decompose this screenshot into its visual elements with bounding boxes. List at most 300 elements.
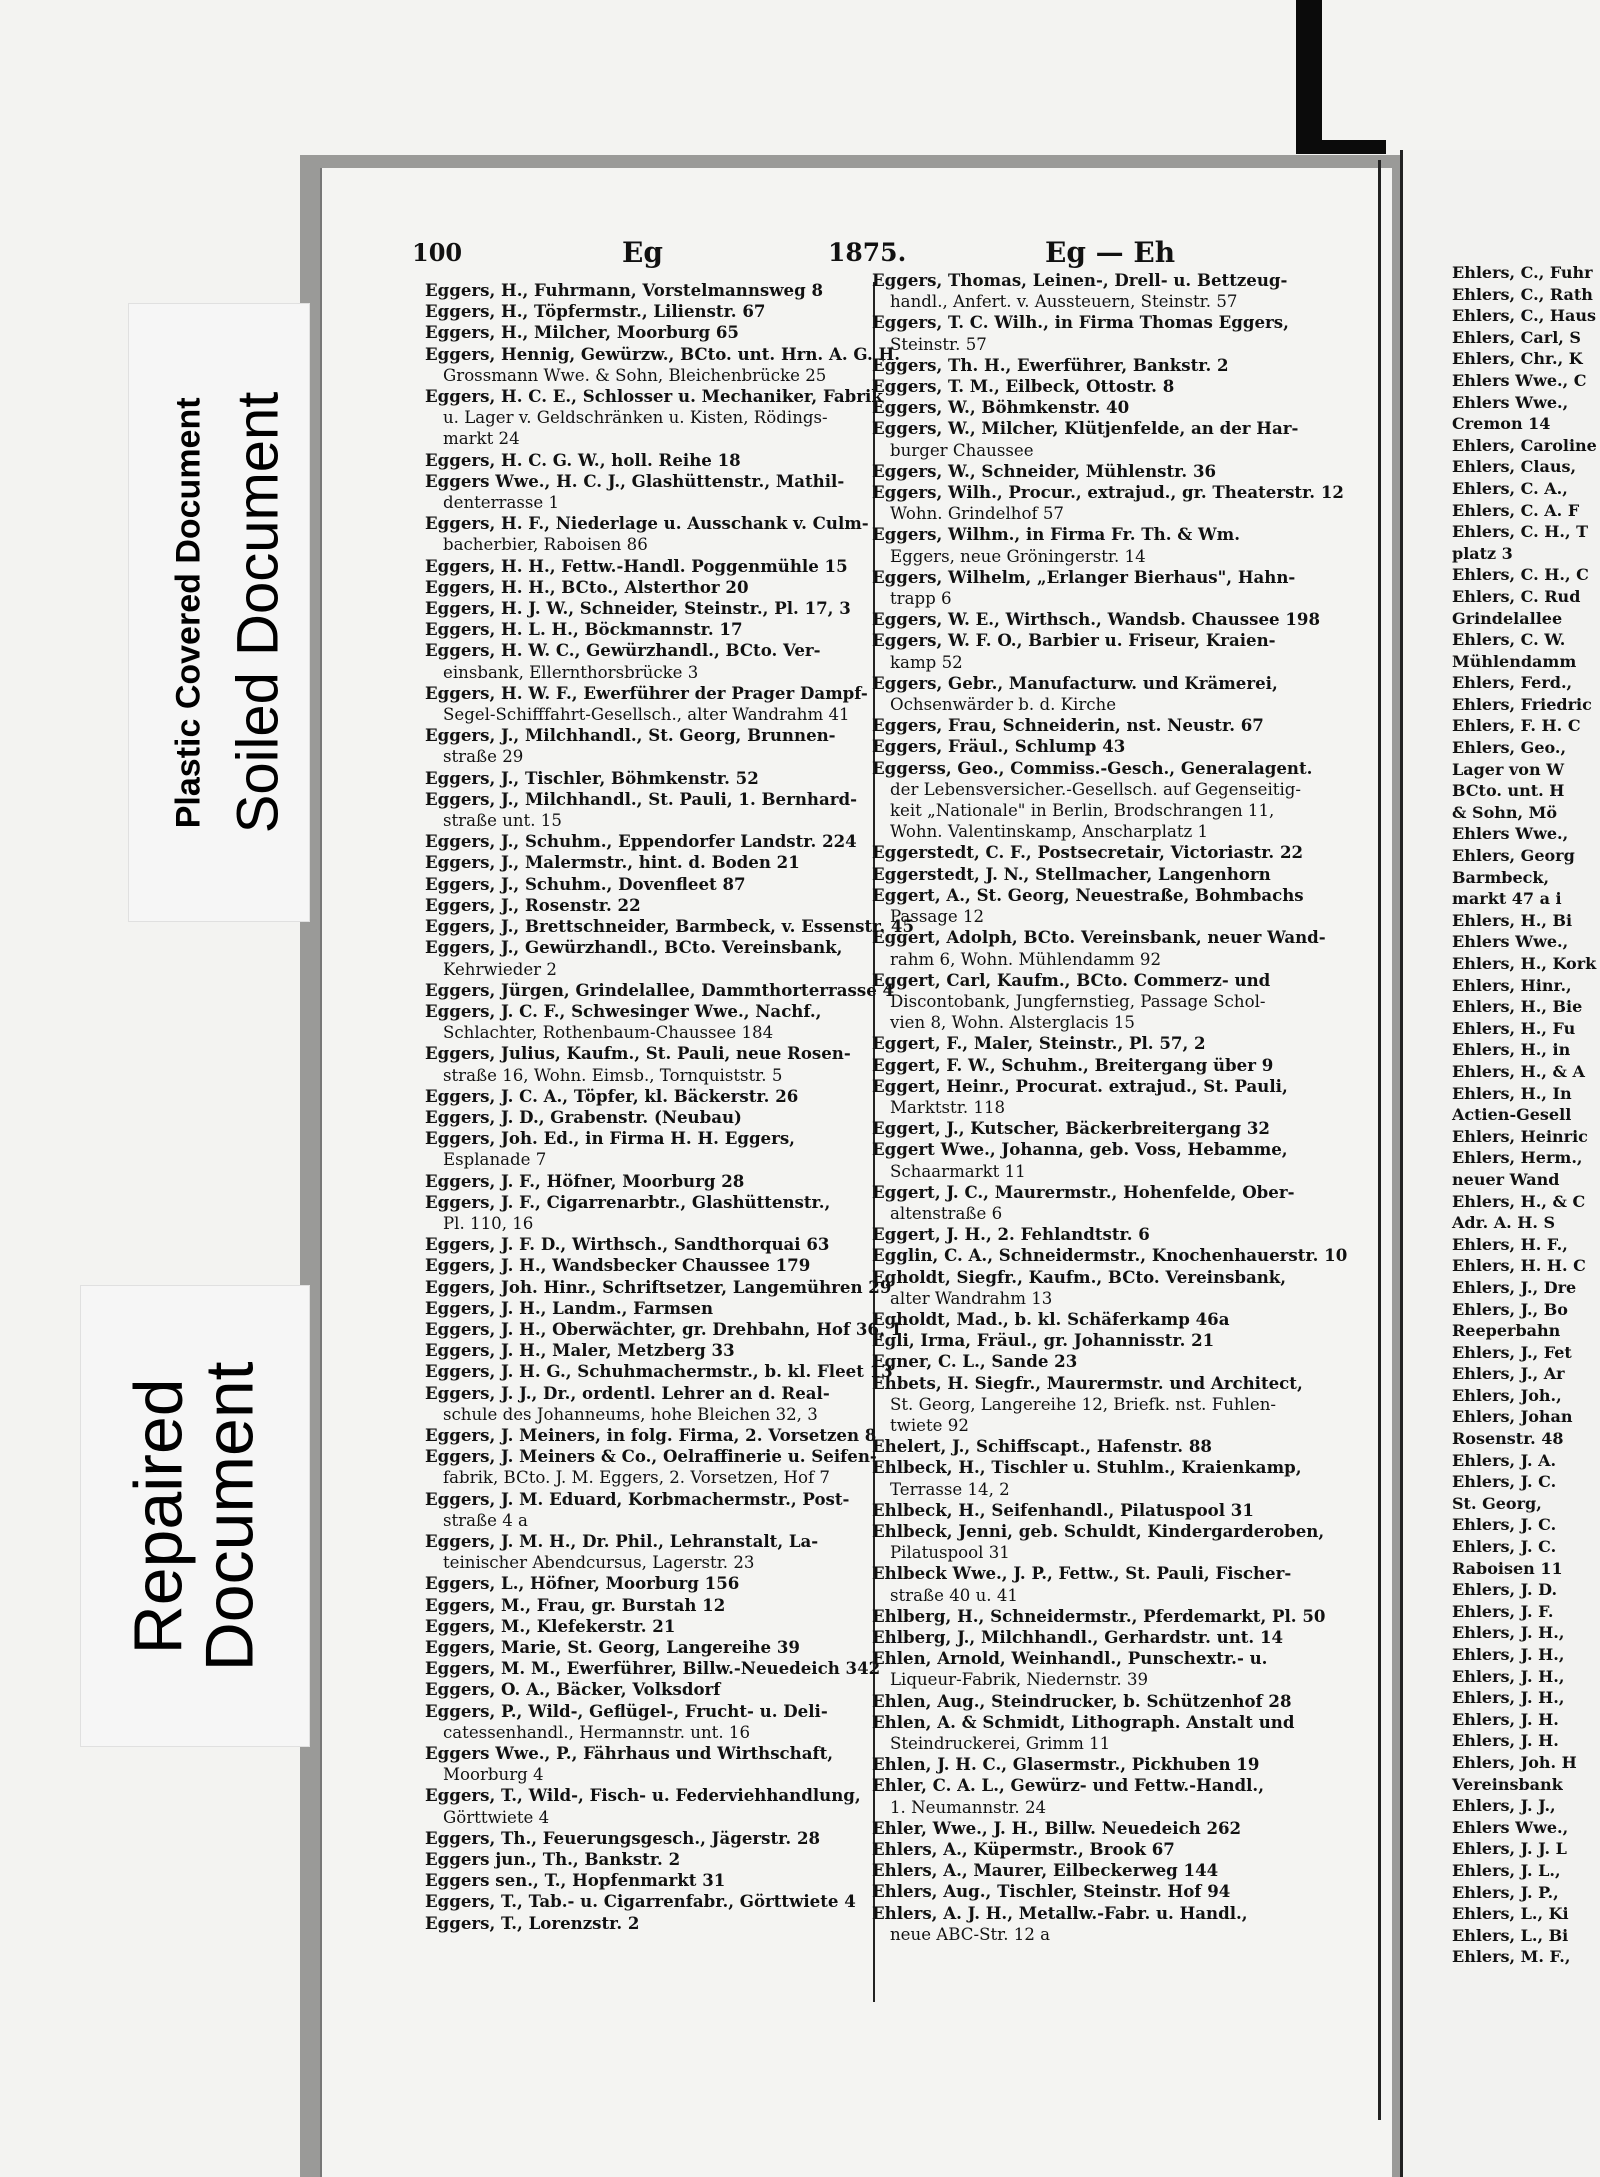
repaired-label-line2: Document — [192, 1361, 269, 1671]
entry-line: Egli, Irma, Fräul., gr. Johannisstr. 21 — [872, 1330, 1215, 1351]
directory-entry — [872, 1139, 1347, 1181]
entry-line: Eggers, J. H., Wandsbecker Chaussee 179 — [425, 1255, 811, 1276]
entry-line: Ehlers, Herm., — [1452, 1148, 1583, 1168]
directory-entry — [1452, 564, 1597, 586]
entry-continuation-line: burger Chaussee — [890, 440, 1034, 460]
directory-entry — [425, 1891, 914, 1912]
entry-line: & Sohn, Mö — [1452, 802, 1558, 822]
entry-continuation-line: straße unt. 15 — [443, 811, 562, 831]
entry-line: Ehlers, J. H. — [1452, 1709, 1559, 1729]
directory-entry — [1452, 1104, 1597, 1126]
directory-entry — [1452, 888, 1597, 910]
entry-line: Eggers, Joh. Ed., in Firma H. H. Eggers, — [425, 1128, 795, 1149]
directory-entry — [1452, 1838, 1597, 1860]
directory-entry — [872, 1055, 1347, 1076]
entry-line: Eggers, Wilh., Procur., extrajud., gr. Theaterstr. 12 — [872, 482, 1344, 503]
directory-entry — [1452, 1385, 1597, 1407]
directory-entry — [1452, 1320, 1597, 1342]
entry-line: Eggers, W., Schneider, Mühlenstr. 36 — [872, 460, 1217, 481]
entry-line: Eggers, J., Gewürzhandl., BCto. Vereinsbank, — [425, 937, 843, 958]
entry-line: Ehbets, H. Siegfr., Maurermstr. und Architect, — [872, 1372, 1303, 1393]
entry-line: Ehlers Wwe., — [1452, 824, 1569, 844]
directory-entry — [1452, 1126, 1597, 1148]
entry-line: Eggers, T., Tab.- u. Cigarrenfabr., Görttwiete 4 — [425, 1891, 856, 1912]
entry-line: Ehlberg, J., Milchhandl., Gerhardstr. unt. 14 — [872, 1627, 1284, 1647]
directory-entry — [1452, 996, 1597, 1018]
entry-line: Ehlberg, H., Schneidermstr., Pferdemarkt, Pl. 50 — [872, 1605, 1326, 1626]
entry-line: Eggers, Thomas, Leinen-, Drell- u. Bettzeug- — [872, 270, 1288, 290]
directory-entry — [425, 1319, 914, 1340]
directory-entry — [425, 1425, 914, 1446]
entry-line: Ehlers, J. P., — [1452, 1882, 1559, 1902]
entry-line: Eggert, J. C., Maurermstr., Hohenfelde, Ober- — [872, 1181, 1295, 1202]
directory-entry — [1452, 1666, 1597, 1688]
directory-entry — [1452, 413, 1597, 435]
directory-entry — [872, 1182, 1347, 1224]
entry-line: Eggerstedt, C. F., Postsecretair, Victoriastr. 22 — [872, 842, 1304, 863]
entry-line: Ehlers Wwe., C — [1452, 370, 1587, 390]
directory-entry — [872, 567, 1347, 609]
entry-line: Reeperbahn — [1452, 1321, 1561, 1341]
directory-entry — [872, 885, 1347, 927]
entry-line: Eggers, W., Böhmkenstr. 40 — [872, 397, 1130, 418]
entry-line: Eggerss, Geo., Commiss.-Gesch., Generalagent. — [872, 757, 1313, 778]
entry-line: Eggers, Th., Feuerungsgesch., Jägerstr. 28 — [425, 1827, 821, 1848]
directory-entry — [872, 736, 1347, 757]
directory-entry — [1452, 953, 1597, 975]
entry-continuation-line: rahm 6, Wohn. Mühlendamm 92 — [890, 949, 1162, 969]
directory-entry — [425, 980, 914, 1001]
entry-line: Eggers, H., Töpfermstr., Lilienstr. 67 — [425, 301, 766, 322]
entry-line: Eggers, T. M., Eilbeck, Ottostr. 8 — [872, 376, 1175, 397]
entry-line: Ehlbeck Wwe., J. P., Fettw., St. Pauli, Fischer- — [872, 1563, 1292, 1584]
column-rule-right — [1378, 160, 1381, 2120]
directory-entry — [872, 1076, 1347, 1118]
entry-line: Ehlers, J. J. L — [1452, 1839, 1567, 1859]
directory-entry — [1452, 737, 1597, 759]
entry-continuation-line: Esplanade 7 — [443, 1150, 547, 1170]
directory-entry — [425, 1573, 914, 1594]
entry-line: Ehlers, J. C. — [1452, 1515, 1557, 1535]
entry-line: Ehlers, J., Fet — [1452, 1342, 1572, 1362]
directory-entry — [872, 376, 1347, 397]
repaired-label — [80, 1285, 310, 1747]
directory-entry — [1452, 1039, 1597, 1061]
directory-entry — [1452, 1169, 1597, 1191]
entry-continuation-line: Grossmann Wwe. & Sohn, Bleichenbrücke 25 — [443, 365, 827, 385]
directory-entry — [1452, 651, 1597, 673]
entry-line: Eggert, Adolph, BCto. Vereinsbank, neuer Wand- — [872, 927, 1326, 948]
entry-line: Eggers, H., Fuhrmann, Vorstelmannsweg 8 — [425, 280, 823, 300]
entry-line: Eggers, L., Höfner, Moorburg 156 — [425, 1573, 740, 1594]
entry-line: Ehlers, Heinric — [1452, 1126, 1588, 1146]
plastic-soiled-label — [128, 303, 310, 922]
entry-line: Eggers Wwe., P., Fährhaus und Wirthschaft, — [425, 1743, 834, 1764]
directory-entry — [425, 513, 914, 555]
directory-entry — [1452, 1536, 1597, 1558]
entry-line: Eggers, J., Schuhm., Eppendorfer Landstr. 224 — [425, 831, 857, 852]
entry-line: Rosenstr. 48 — [1452, 1429, 1564, 1449]
directory-entry — [872, 758, 1347, 843]
directory-entry — [1452, 1860, 1597, 1882]
directory-entry — [872, 355, 1347, 376]
entry-line: Egholdt, Siegfr., Kaufm., BCto. Vereinsbank, — [872, 1266, 1287, 1287]
directory-entry — [1452, 1925, 1597, 1947]
entry-continuation-line: Eggers, neue Gröningerstr. 14 — [890, 546, 1146, 566]
entry-line: Eggert, F. W., Schuhm., Breitergang über 9 — [872, 1054, 1274, 1075]
directory-entry — [425, 1637, 914, 1658]
directory-entry — [1452, 759, 1597, 781]
entry-line: Ehlers, Joh., — [1452, 1385, 1562, 1405]
entry-line: Eggers, J., Schuhm., Dovenfleet 87 — [425, 873, 746, 894]
directory-entry — [425, 1298, 914, 1319]
directory-entry — [872, 1712, 1347, 1754]
entry-line: Eggers, H. H., BCto., Alsterthor 20 — [425, 576, 749, 597]
directory-entry — [872, 609, 1347, 630]
directory-entry — [425, 471, 914, 513]
directory-entry — [1452, 1363, 1597, 1385]
directory-entry — [872, 927, 1347, 969]
directory-entry — [425, 1340, 914, 1361]
entry-line: Ehlers, Claus, — [1452, 457, 1577, 477]
entry-continuation-line: straße 29 — [443, 747, 524, 767]
directory-entry — [1452, 1795, 1597, 1817]
entry-line: Ehlers, Aug., Tischler, Steinstr. Hof 94 — [872, 1881, 1231, 1902]
directory-entry — [425, 789, 914, 831]
directory-entry — [1452, 910, 1597, 932]
directory-entry — [1452, 1428, 1597, 1450]
entry-line: Ehelert, J., Schiffscapt., Hafenstr. 88 — [872, 1436, 1212, 1457]
directory-entry — [872, 1754, 1347, 1775]
directory-entry — [1452, 1514, 1597, 1536]
directory-entry — [1452, 456, 1597, 478]
directory-entry — [1452, 1191, 1597, 1213]
entry-line: Ehlers, J. C. — [1452, 1537, 1557, 1557]
directory-entry — [425, 1192, 914, 1234]
entry-line: Eggers, M., Frau, gr. Burstah 12 — [425, 1594, 726, 1615]
directory-entry — [1452, 1147, 1597, 1169]
entry-continuation-line: bacherbier, Raboisen 86 — [443, 535, 648, 555]
directory-entry — [1452, 1342, 1597, 1364]
entry-continuation-line: 1. Neumannstr. 24 — [890, 1797, 1047, 1817]
directory-entry — [1452, 1083, 1597, 1105]
entry-line: Ehlers, C., Rath — [1452, 284, 1593, 304]
entry-line: Ehler, C. A. L., Gewürz- und Fettw.-Handl., — [872, 1775, 1264, 1796]
directory-entry — [425, 1531, 914, 1573]
directory-entry — [1452, 543, 1597, 565]
entry-line: Eggert, A., St. Georg, Neuestraße, Bohmbachs — [872, 884, 1304, 905]
directory-entry — [425, 916, 914, 937]
directory-entry — [1452, 1946, 1597, 1968]
entry-line: Eggers, M. M., Ewerführer, Billw.-Neuedeich 342 — [425, 1658, 881, 1679]
entry-line: Ehlers, H., in — [1452, 1040, 1571, 1060]
directory-entry — [1452, 1644, 1597, 1666]
directory-entry — [872, 1351, 1347, 1372]
repaired-label-line1: Repaired — [120, 1378, 197, 1654]
directory-entry — [1452, 1579, 1597, 1601]
directory-entry — [1452, 1493, 1597, 1515]
binder-clip-top — [1296, 0, 1322, 150]
binder-clip-top-tab — [1296, 140, 1386, 154]
entry-line: Ehlers, H. F., — [1452, 1234, 1568, 1254]
directory-entry — [872, 630, 1347, 672]
entry-continuation-line: Liqueur-Fabrik, Niedernstr. 39 — [890, 1670, 1149, 1690]
entry-line: Egholdt, Mad., b. kl. Schäferkamp 46a — [872, 1308, 1230, 1329]
entry-continuation-line: denterrasse 1 — [443, 493, 560, 513]
entry-continuation-line: u. Lager v. Geldschränken u. Kisten, Rödings- — [443, 408, 828, 428]
directory-entry — [1452, 867, 1597, 889]
entry-line: Eggers, Fräul., Schlump 43 — [872, 736, 1126, 757]
entry-line: Ehlers, C., Haus — [1452, 306, 1596, 326]
entry-line: Eggers, Th. H., Ewerführer, Bankstr. 2 — [872, 354, 1229, 375]
directory-entry — [872, 1245, 1347, 1266]
entry-line: Eggers, O. A., Bäcker, Volksdorf — [425, 1679, 721, 1700]
entry-continuation-line: straße 4 a — [443, 1510, 528, 1530]
directory-entry — [425, 725, 914, 767]
directory-entry — [1452, 1774, 1597, 1796]
directory-entry — [425, 852, 914, 873]
directory-entry — [872, 418, 1347, 460]
entry-line: Ehlen, J. H. C., Glasermstr., Pickhuben 19 — [872, 1754, 1260, 1775]
directory-entry — [1452, 521, 1597, 543]
entry-line: Eggers, J. F., Höfner, Moorburg 28 — [425, 1170, 745, 1191]
directory-entry — [425, 1785, 914, 1827]
directory-entry — [1452, 1277, 1597, 1299]
directory-entry — [1452, 392, 1597, 414]
directory-entry — [1452, 1061, 1597, 1083]
entry-line: Eggers jun., Th., Bankstr. 2 — [425, 1849, 681, 1870]
directory-entry — [872, 1903, 1347, 1945]
directory-entry — [1452, 586, 1597, 608]
directory-column-left — [425, 280, 914, 1934]
directory-entry — [872, 1563, 1347, 1605]
entry-line: Eggers, J. M. Eduard, Korbmachermstr., Post- — [425, 1488, 850, 1509]
entry-line: BCto. unt. H — [1452, 781, 1565, 801]
entry-line: Ehlers, J. J., — [1452, 1796, 1556, 1816]
entry-continuation-line: Wohn. Valentinskamp, Anscharplatz 1 — [890, 822, 1209, 842]
entry-line: Eggers, Frau, Schneiderin, nst. Neustr. 67 — [872, 715, 1264, 736]
entry-line: Ehlers, Carl, S — [1452, 327, 1581, 347]
entry-line: Eggers, J. D., Grabenstr. (Neubau) — [425, 1106, 742, 1127]
directory-entry — [1452, 435, 1597, 457]
directory-entry — [1452, 1730, 1597, 1752]
header-right-tag: Eg — Eh — [1045, 236, 1176, 269]
directory-entry — [872, 1330, 1347, 1351]
directory-entry — [872, 864, 1347, 885]
entry-continuation-line: twiete 92 — [890, 1415, 969, 1435]
directory-entry — [425, 301, 914, 322]
directory-entry — [872, 1627, 1347, 1648]
entry-line: Ehlers, J. C. — [1452, 1472, 1557, 1492]
entry-line: Eggers, H. C. G. W., holl. Reihe 18 — [425, 449, 741, 470]
directory-entry — [1452, 845, 1597, 867]
entry-line: Eggers, J. F., Cigarrenarbtr., Glashüttenstr., — [425, 1191, 831, 1212]
entry-line: Ehlers, M. F., — [1452, 1947, 1571, 1967]
entry-continuation-line: der Lebensversicher.-Gesellsch. auf Gegenseitig- — [890, 779, 1301, 799]
entry-line: Ehlen, Aug., Steindrucker, b. Schützenhof 28 — [872, 1690, 1292, 1711]
entry-line: Ehlbeck, H., Seifenhandl., Pilatuspool 31 — [872, 1499, 1254, 1520]
directory-entry — [1452, 1471, 1597, 1493]
entry-line: Ehlers, H., Fu — [1452, 1018, 1576, 1038]
directory-entry — [425, 1255, 914, 1276]
entry-line: Ehlers, C. H., T — [1452, 522, 1588, 542]
directory-entry — [425, 598, 914, 619]
entry-continuation-line: Schaarmarkt 11 — [890, 1161, 1026, 1181]
entry-continuation-line: neue ABC-Str. 12 a — [890, 1924, 1051, 1944]
directory-entry — [425, 831, 914, 852]
directory-entry — [425, 1361, 914, 1382]
directory-entry — [872, 1839, 1347, 1860]
entry-line: Eggers, M., Klefekerstr. 21 — [425, 1615, 676, 1636]
directory-column-right — [1452, 262, 1597, 1968]
entry-continuation-line: handl., Anfert. v. Aussteuern, Steinstr. 57 — [890, 292, 1238, 312]
directory-entry — [1452, 1450, 1597, 1472]
directory-entry — [425, 1171, 914, 1192]
entry-line: Eggers, H., Milcher, Moorburg 65 — [425, 322, 739, 343]
entry-line: Barmbeck, — [1452, 867, 1550, 887]
entry-line: Eggers, J., Milchhandl., St. Georg, Brunnen- — [425, 725, 836, 746]
entry-line: Eggert Wwe., Johanna, geb. Voss, Hebamme, — [872, 1139, 1288, 1160]
directory-entry — [425, 1446, 914, 1488]
entry-line: Eggers, J. F. D., Wirthsch., Sandthorquai 63 — [425, 1234, 830, 1255]
entry-line: St. Georg, — [1452, 1493, 1542, 1513]
directory-entry — [872, 461, 1347, 482]
entry-line: Ehlers, Geo., — [1452, 738, 1567, 758]
entry-line: markt 47 a i — [1452, 889, 1562, 909]
directory-entry — [872, 312, 1347, 354]
entry-continuation-line: trapp 6 — [890, 589, 952, 609]
entry-line: Eggerstedt, J. N., Stellmacher, Langenhorn — [872, 863, 1271, 884]
entry-line: Eggers, H. J. W., Schneider, Steinstr., Pl. 17, 3 — [425, 598, 851, 619]
directory-entry — [872, 1521, 1347, 1563]
directory-entry — [872, 1606, 1347, 1627]
directory-entry — [425, 1658, 914, 1679]
entry-continuation-line: Wohn. Grindelhof 57 — [890, 504, 1064, 524]
directory-entry — [872, 1457, 1347, 1499]
entry-line: Ehlers, H. H. C — [1452, 1256, 1586, 1276]
entry-line: Ehlers, F. H. C — [1452, 716, 1581, 736]
directory-entry — [425, 1679, 914, 1700]
entry-line: Adr. A. H. S — [1452, 1213, 1556, 1233]
entry-line: Ehlers, Ferd., — [1452, 673, 1573, 693]
directory-entry — [425, 344, 914, 386]
plastic-covered-label-text: Plastic Covered Document — [169, 397, 208, 828]
entry-line: Eggers, H. C. E., Schlosser u. Mechaniker, Fabrik — [425, 386, 883, 407]
entry-line: Ehlers, A., Maurer, Eilbeckerweg 144 — [872, 1860, 1219, 1881]
directory-entry — [872, 970, 1347, 1034]
entry-continuation-line: Görttwiete 4 — [443, 1807, 550, 1827]
entry-line: Eggers, J. H., Oberwächter, gr. Drehbahn, Hof 36, 1 — [425, 1318, 903, 1339]
directory-entry — [1452, 284, 1597, 306]
entry-line: Eggers, T., Wild-, Fisch- u. Federviehhandlung, — [425, 1785, 861, 1806]
entry-line: Eggert, J. H., 2. Fehlandtstr. 6 — [872, 1224, 1150, 1245]
directory-entry — [1452, 1903, 1597, 1925]
entry-line: Ehlers, Chr., K — [1452, 349, 1583, 369]
entry-line: Ehlers, J. H. — [1452, 1731, 1559, 1751]
directory-entry — [1452, 1622, 1597, 1644]
entry-line: Eggers, Gebr., Manufacturw. und Krämerei, — [872, 672, 1278, 693]
entry-line: Ehlbeck, Jenni, geb. Schuldt, Kindergarderoben, — [872, 1520, 1325, 1541]
directory-entry — [425, 1489, 914, 1531]
entry-line: Ehlen, A. & Schmidt, Lithograph. Anstalt und — [872, 1711, 1295, 1732]
entry-line: Eggers, J. M. H., Dr. Phil., Lehranstalt, La- — [425, 1530, 819, 1551]
directory-entry — [872, 1818, 1347, 1839]
directory-entry — [1452, 975, 1597, 997]
entry-line: Ehlers, J. H., — [1452, 1666, 1565, 1686]
directory-entry — [425, 1701, 914, 1743]
directory-entry — [1452, 1601, 1597, 1623]
entry-line: Ehlers, Friedric — [1452, 694, 1592, 714]
entry-continuation-line: Pl. 110, 16 — [443, 1213, 534, 1233]
entry-line: Ehlers, C. A., — [1452, 478, 1568, 498]
entry-line: Eggers, J. H. G., Schuhmachermstr., b. kl. Fleet 13 — [425, 1361, 893, 1382]
entry-line: Ehlers, J. H., — [1452, 1623, 1565, 1643]
entry-line: Eggert, Heinr., Procurat. extrajud., St. Pauli, — [872, 1075, 1288, 1096]
entry-continuation-line: vien 8, Wohn. Alsterglacis 15 — [890, 1013, 1135, 1033]
entry-line: Eggers, J. C. A., Töpfer, kl. Bäckerstr. 26 — [425, 1085, 799, 1106]
entry-line: Ehlers, Georg — [1452, 846, 1575, 866]
directory-entry — [1452, 780, 1597, 802]
entry-line: Eggers, P., Wild-, Geflügel-, Frucht- u. Deli- — [425, 1700, 828, 1721]
entry-line: Ehlers, J. F. — [1452, 1601, 1554, 1621]
directory-entry — [872, 1881, 1347, 1902]
entry-line: Ehlers, J. H., — [1452, 1688, 1565, 1708]
directory-entry — [425, 450, 914, 471]
entry-line: Ehlbeck, H., Tischler u. Stuhlm., Kraienkamp, — [872, 1457, 1302, 1478]
directory-entry — [425, 1743, 914, 1785]
entry-line: Ehlers, H., Kork — [1452, 954, 1597, 973]
entry-line: Eggers Wwe., H. C. J., Glashüttenstr., Mathil- — [425, 470, 845, 491]
directory-entry — [872, 1118, 1347, 1139]
entry-line: Eggers, H. W. C., Gewürzhandl., BCto. Ver- — [425, 640, 821, 661]
entry-continuation-line: Moorburg 4 — [443, 1765, 544, 1785]
directory-entry — [1452, 1817, 1597, 1839]
directory-entry — [872, 1224, 1347, 1245]
entry-line: Eggers, J., Malermstr., hint. d. Boden 21 — [425, 852, 800, 873]
entry-continuation-line: St. Georg, Langereihe 12, Briefk. nst. Fuhlen- — [890, 1394, 1277, 1414]
directory-entry — [872, 1775, 1347, 1817]
directory-entry — [425, 1913, 914, 1934]
entry-continuation-line: catessenhandl., Hermannstr. unt. 16 — [443, 1722, 751, 1742]
directory-entry — [425, 874, 914, 895]
entry-line: Ehlers, C. W. — [1452, 630, 1566, 650]
directory-entry — [1452, 1234, 1597, 1256]
entry-line: Eggers, J. Meiners, in folg. Firma, 2. Vorsetzen 8 — [425, 1424, 877, 1445]
directory-entry — [1452, 1255, 1597, 1277]
directory-entry — [1452, 1406, 1597, 1428]
directory-entry — [872, 397, 1347, 418]
entry-line: Ehlers, J., Ar — [1452, 1364, 1565, 1384]
entry-line: neuer Wand — [1452, 1169, 1560, 1189]
entry-continuation-line: altenstraße 6 — [890, 1203, 1003, 1223]
directory-entry — [425, 1277, 914, 1298]
directory-entry — [425, 1383, 914, 1425]
directory-entry — [425, 1616, 914, 1637]
directory-entry — [1452, 694, 1597, 716]
directory-entry — [425, 1849, 914, 1870]
entry-line: Egglin, C. A., Schneidermstr., Knochenhauerstr. 10 — [872, 1245, 1348, 1266]
directory-entry — [872, 673, 1347, 715]
entry-line: Eggers, Wilhelm, „Erlanger Bierhaus", Hahn- — [872, 566, 1296, 587]
directory-entry — [1452, 1687, 1597, 1709]
directory-entry — [872, 1033, 1347, 1054]
entry-line: Ehlers, C. Rud — [1452, 586, 1581, 606]
directory-entry — [425, 1595, 914, 1616]
directory-entry — [1452, 1299, 1597, 1321]
entry-line: Ehlers, C. A. F — [1452, 500, 1580, 520]
page-number: 100 — [412, 238, 463, 267]
entry-line: Egner, C. L., Sande 23 — [872, 1351, 1078, 1372]
